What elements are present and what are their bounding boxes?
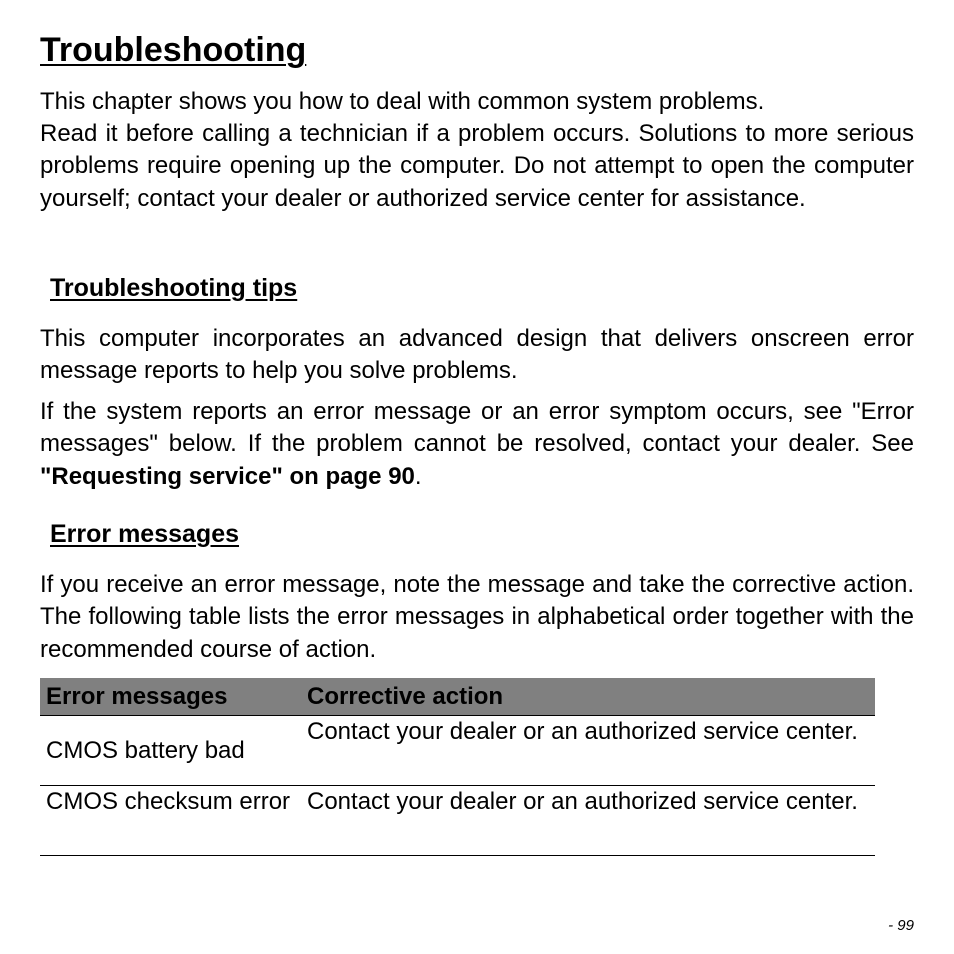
section-title-troubleshooting-tips: Troubleshooting tips [50,274,298,302]
intro-line: This chapter shows you how to deal with common system problems. [40,88,765,115]
table-cell-action: Contact your dealer or an authorized service center. [301,786,875,856]
tips-paragraph-2-end: . [414,462,422,490]
tips-paragraph-2 [40,396,914,493]
table-header-error-messages: Error messages [40,678,301,716]
requesting-service-link[interactable]: "Requesting service" on page 90 [40,462,415,490]
table-header-corrective-action: Corrective action [301,678,875,716]
error-messages-paragraph: If you receive an error message, note the message and take the corrective action. The following table lists the error messages in alphabetical order together with the recommended course of action. [40,571,914,663]
tips-paragraph-2-text: If the system reports an error message or an error symptom occurs, see "Error messages" below. If the problem cannot be resolved, contact your dealer. See [40,398,914,458]
intro-paragraph: Read it before calling a technician if a problem occurs. Solutions to more serious problems require opening up the computer. Do not attempt to open the computer yourself; contact your dealer or authorized service center for assistance. [40,120,914,212]
table-header-row [40,678,875,716]
error-messages-table [40,678,875,856]
table-cell-action: Contact your dealer or an authorized service center. [301,716,875,786]
section-title-error-messages: Error messages [50,520,240,548]
table-row [40,786,875,856]
page-title: Troubleshooting [40,31,307,69]
table-row [40,716,875,786]
tips-paragraph-1: This computer incorporates an advanced design that delivers onscreen error message reports to help you solve problems. [40,325,914,385]
table-cell-error: CMOS battery bad [40,716,301,786]
page-number: - 99 [888,917,914,934]
table-cell-error: CMOS checksum error [40,786,301,856]
